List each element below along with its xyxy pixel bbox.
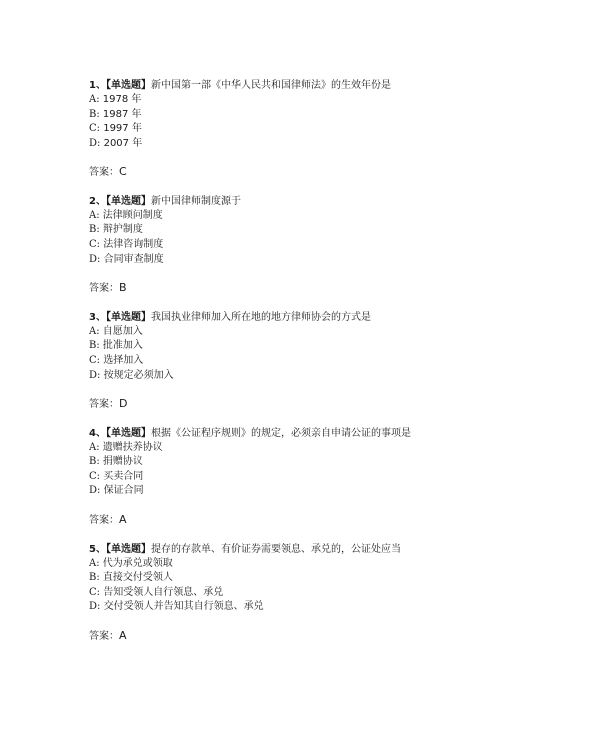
option-text: 代为承兑或领取 <box>102 557 173 569</box>
question-type: 【单选题】 <box>105 543 151 555</box>
option-text: 选择加入 <box>103 354 144 366</box>
option-d <box>89 484 549 499</box>
option-text: 告知受领人自行领息、承兑 <box>103 586 224 598</box>
question-title <box>89 194 549 209</box>
question-stem: 提存的存款单、有价证券需要领息、承兑的，公证处应当 <box>150 543 401 555</box>
answer-line <box>89 164 549 179</box>
option-text: 保证合同 <box>103 485 144 497</box>
answer-value: D <box>119 397 128 411</box>
option-letter: B: <box>89 572 103 584</box>
option-letter: D: <box>89 601 104 613</box>
question-stem: 根据《公证程序规则》的规定，必须亲自申请公证的事项是 <box>150 427 411 439</box>
option-letter: A: <box>89 325 103 337</box>
question-number: 2、 <box>89 195 106 207</box>
option-text: 1978 年 <box>102 94 142 105</box>
question-1 <box>89 78 549 179</box>
question-number: 4、 <box>89 427 106 439</box>
option-b <box>89 339 549 354</box>
question-3 <box>89 310 549 411</box>
answer-value: B <box>119 281 127 295</box>
question-title <box>89 542 549 557</box>
option-a <box>89 557 549 572</box>
option-text: 自愿加入 <box>102 325 143 337</box>
option-b <box>89 455 549 470</box>
exam-document <box>89 78 549 643</box>
question-stem: 新中国律师制度源于 <box>150 195 241 207</box>
option-letter: B: <box>89 108 103 120</box>
option-d <box>89 600 549 615</box>
option-text: 合同审查制度 <box>103 253 164 265</box>
question-5 <box>89 542 549 643</box>
option-letter: C: <box>89 354 104 366</box>
option-text: 法律顾问制度 <box>102 209 163 221</box>
option-letter: D: <box>89 137 104 149</box>
question-type: 【单选题】 <box>105 311 151 323</box>
option-text: 批准加入 <box>102 340 143 352</box>
answer-line <box>89 512 549 527</box>
answer-label: 答案： <box>89 167 119 179</box>
option-b <box>89 223 549 238</box>
question-type: 【单选题】 <box>105 427 151 439</box>
option-letter: A: <box>89 441 103 453</box>
option-letter: B: <box>89 340 103 352</box>
option-text: 遗赠扶养协议 <box>102 441 163 453</box>
question-stem: 我国执业律师加入所在地的地方律师协会的方式是 <box>150 311 371 323</box>
question-number: 3、 <box>89 311 106 323</box>
question-number: 5、 <box>89 543 106 555</box>
option-letter: D: <box>89 253 104 265</box>
option-letter: D: <box>89 485 104 497</box>
question-stem: 新中国第一部《中华人民共和国律师法》的生效年份是 <box>150 80 391 91</box>
spacer <box>89 295 549 310</box>
option-d <box>89 369 549 384</box>
option-a <box>89 325 549 340</box>
answer-line <box>89 280 549 295</box>
answer-line <box>89 396 549 411</box>
answer-label: 答案： <box>89 630 119 642</box>
option-d <box>89 253 549 268</box>
question-type: 【单选题】 <box>105 195 151 207</box>
option-a <box>89 93 549 108</box>
option-text: 直接交付受领人 <box>102 572 173 584</box>
question-type: 【单选题】 <box>105 80 151 91</box>
option-c <box>89 354 549 369</box>
question-title <box>89 78 549 93</box>
option-c <box>89 238 549 253</box>
option-text: 2007 年 <box>103 137 143 149</box>
option-letter: D: <box>89 369 104 381</box>
option-letter: C: <box>89 470 104 482</box>
answer-label: 答案： <box>89 515 119 526</box>
option-c <box>89 586 549 601</box>
option-letter: A: <box>89 557 103 569</box>
option-b <box>89 108 549 123</box>
option-a <box>89 209 549 224</box>
option-c <box>89 470 549 485</box>
option-text: 交付受领人并告知其自行领息、承兑 <box>103 601 264 613</box>
answer-label: 答案： <box>89 399 119 411</box>
answer-value: C <box>119 165 127 179</box>
option-letter: A: <box>89 209 103 221</box>
option-letter: C: <box>89 586 104 598</box>
option-text: 按规定必须加入 <box>103 369 174 381</box>
option-letter: B: <box>89 456 103 468</box>
question-4 <box>89 426 549 527</box>
answer-line <box>89 628 549 643</box>
option-text: 捐赠协议 <box>102 456 143 468</box>
option-text: 1997 年 <box>103 123 142 135</box>
option-b <box>89 571 549 586</box>
question-number: 1、 <box>89 80 106 91</box>
option-letter: A: <box>89 94 103 105</box>
question-title <box>89 310 549 325</box>
option-text: 买卖合同 <box>103 470 144 482</box>
option-letter: C: <box>89 123 104 135</box>
option-letter: B: <box>89 224 103 236</box>
answer-label: 答案： <box>89 283 119 295</box>
option-text: 1987 年 <box>102 108 142 120</box>
spacer <box>89 527 549 542</box>
option-c <box>89 122 549 137</box>
option-letter: C: <box>89 239 104 251</box>
question-title <box>89 426 549 441</box>
spacer <box>89 179 549 194</box>
question-2 <box>89 194 549 295</box>
option-a <box>89 441 549 456</box>
option-text: 辩护制度 <box>102 224 143 236</box>
option-d <box>89 137 549 152</box>
answer-value: A <box>119 628 127 642</box>
spacer <box>89 411 549 426</box>
answer-value: A <box>119 513 127 526</box>
option-text: 法律咨询制度 <box>103 239 164 251</box>
